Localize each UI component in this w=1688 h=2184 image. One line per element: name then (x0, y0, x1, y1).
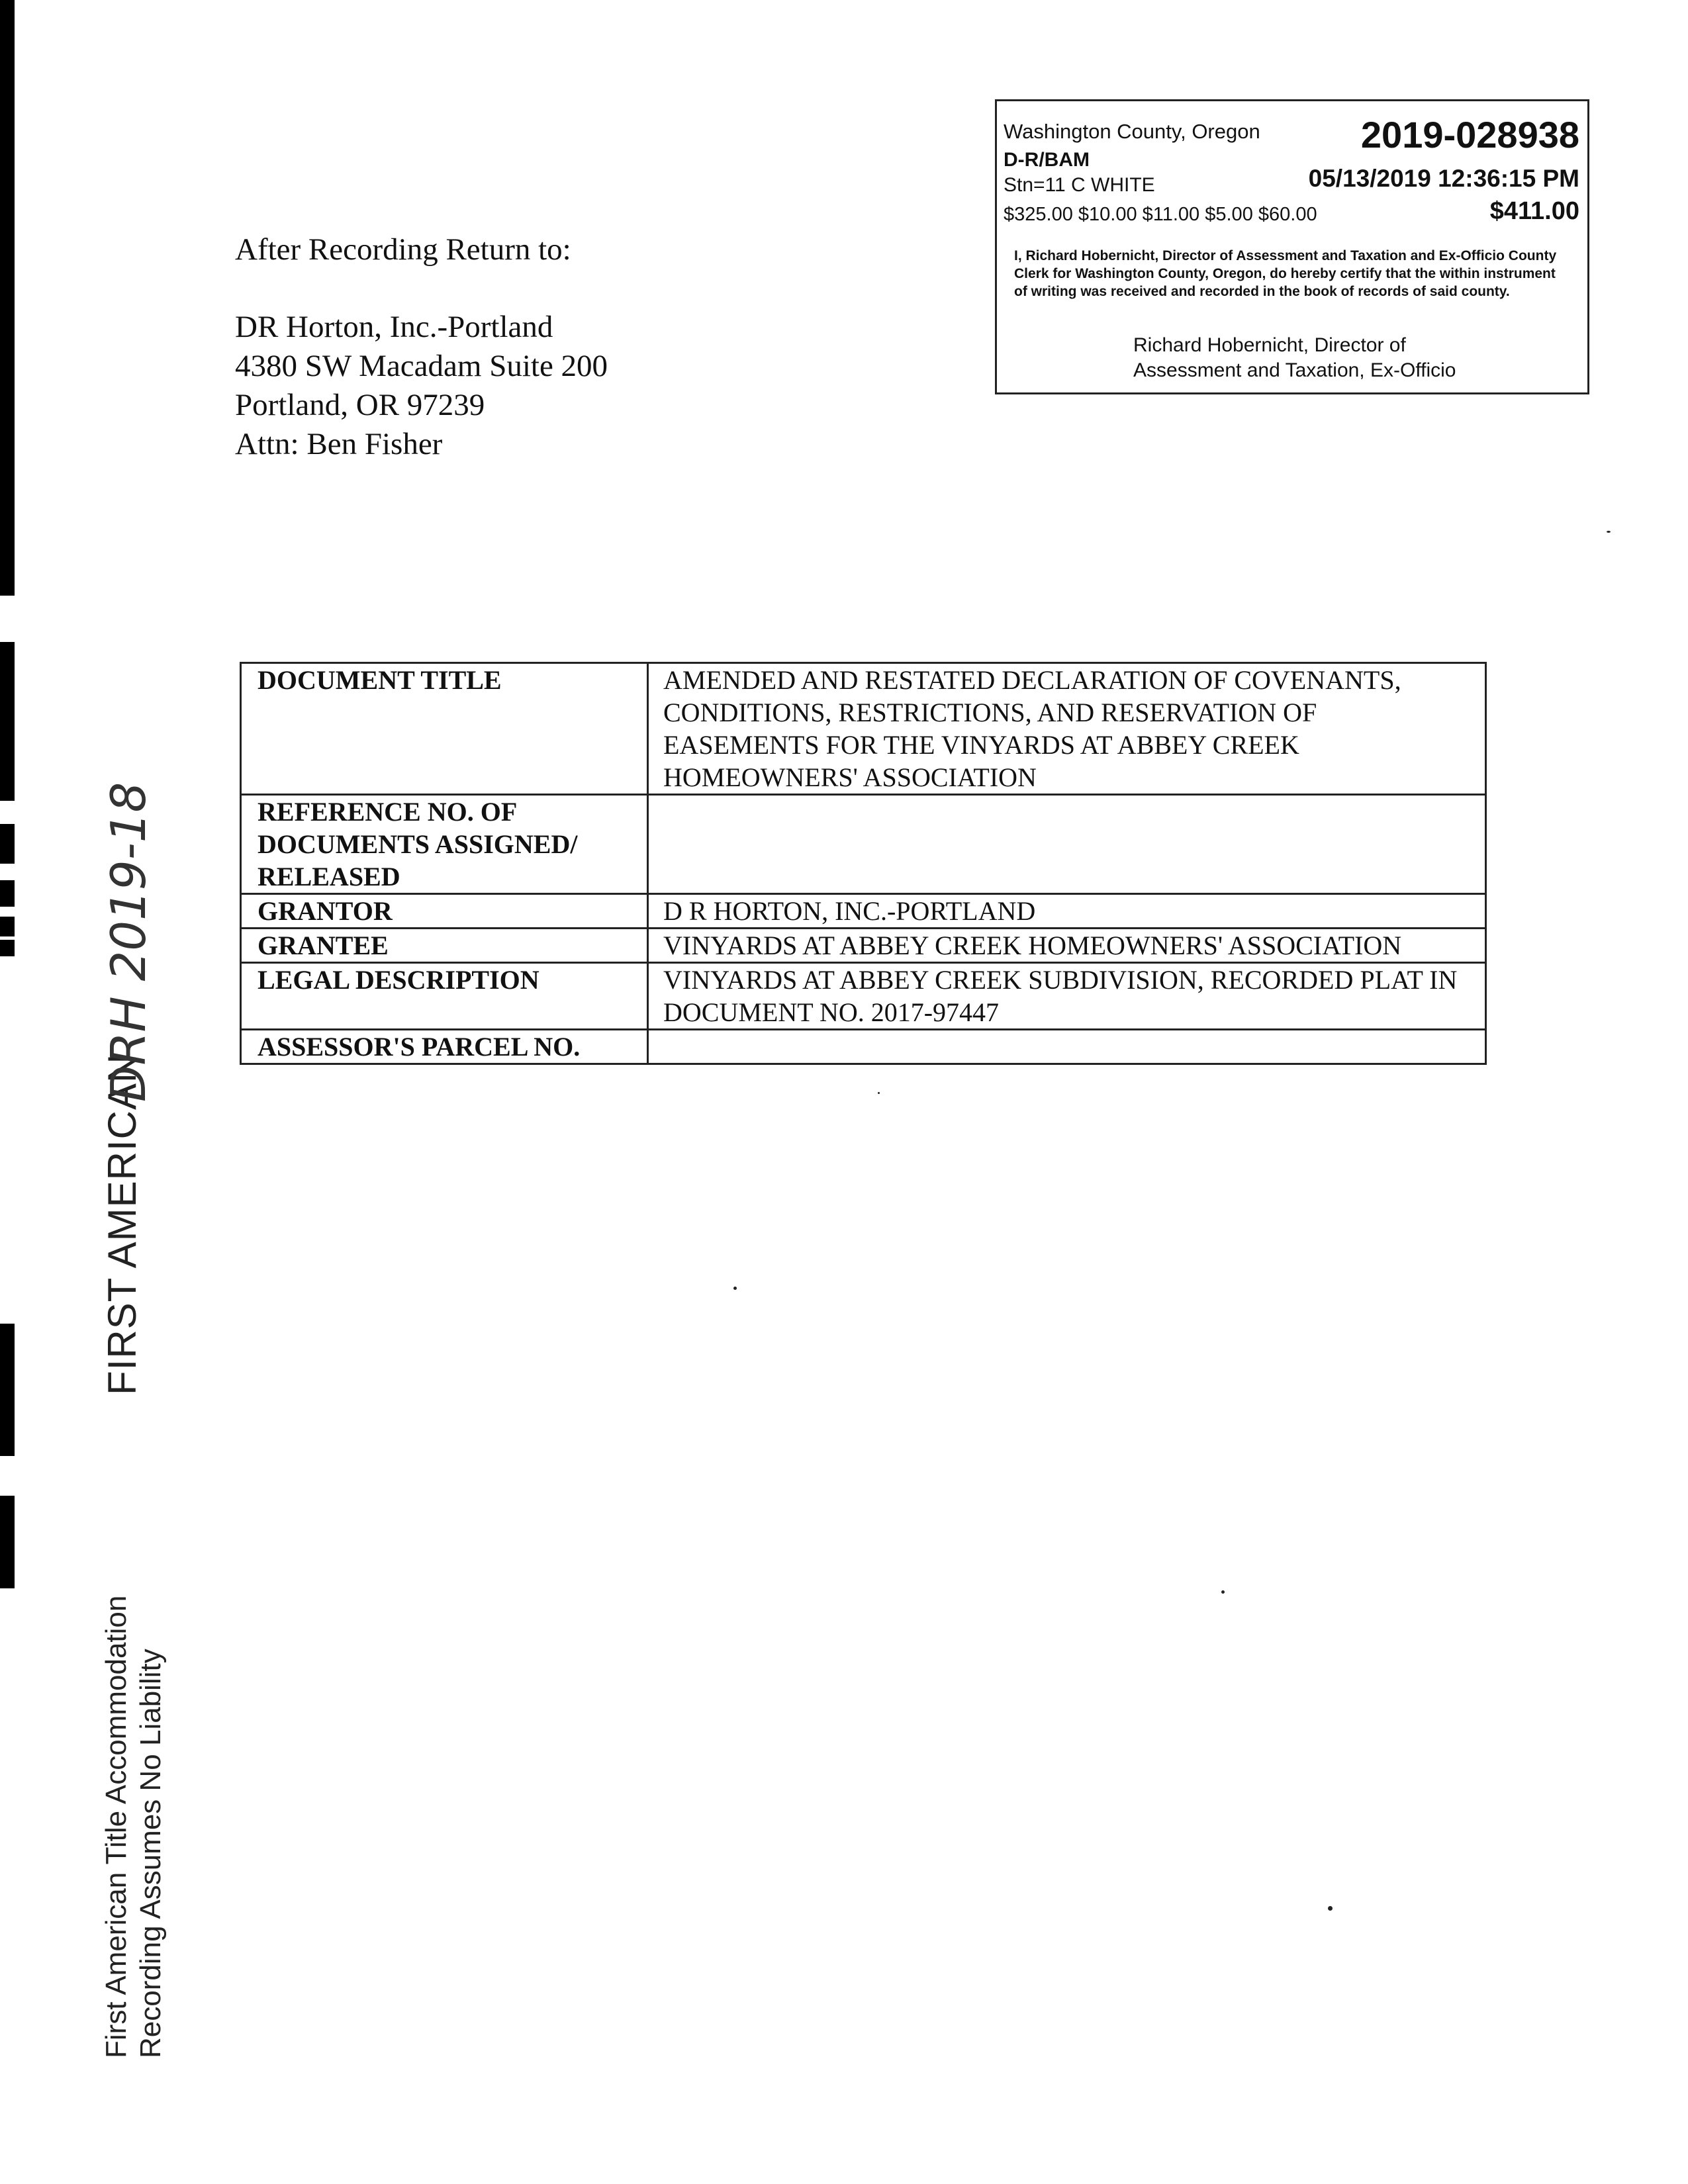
stamp-code: D-R/BAM (1004, 149, 1090, 171)
table-row (241, 894, 1486, 929)
return-street: 4380 SW Macadam Suite 200 (235, 349, 608, 383)
recording-stamp (995, 99, 1589, 394)
scan-edge-mark (0, 0, 15, 596)
scan-speck (878, 1092, 880, 1094)
handwritten-note: DRH 2019-18 (101, 782, 156, 1102)
scan-speck (1607, 531, 1611, 533)
scan-edge-mark (0, 824, 15, 864)
stamp-station: Stn=11 C WHITE (1004, 174, 1155, 196)
row-label: LEGAL DESCRIPTION (241, 963, 648, 1030)
row-label: REFERENCE NO. OF DOCUMENTS ASSIGNED/ RELEASED (241, 795, 648, 894)
stamp-signature (1133, 333, 1557, 383)
row-label: GRANTOR (241, 894, 648, 929)
stamp-county: Washington County, Oregon (1004, 120, 1260, 143)
row-value: AMENDED AND RESTATED DECLARATION OF COVENANTS, CONDITIONS, RESTRICTIONS, AND RESERVATION OF EASEMENTS FOR THE VINYARDS AT ABBEY CREEK HOMEOWNERS' ASSOCIATION (648, 663, 1486, 795)
scan-edge-mark (0, 917, 15, 936)
cover-sheet-table (240, 662, 1487, 1065)
first-american-stamp: FIRST AMERICAN (100, 1053, 144, 1395)
scan-speck (1221, 1590, 1225, 1594)
row-label: ASSESSOR'S PARCEL NO. (241, 1030, 648, 1064)
table-row (241, 929, 1486, 963)
row-value (648, 795, 1486, 894)
table-row (241, 963, 1486, 1030)
stamp-signature-line1: Richard Hobernicht, Director of (1133, 334, 1406, 356)
return-name: DR Horton, Inc.-Portland (235, 310, 553, 344)
stamp-signature-line2: Assessment and Taxation, Ex-Officio (1133, 359, 1456, 381)
return-heading: After Recording Return to: (235, 232, 571, 267)
stamp-recorded-datetime: 05/13/2019 12:36:15 PM (1308, 165, 1579, 192)
row-label: DOCUMENT TITLE (241, 663, 648, 795)
scan-edge-mark (0, 880, 15, 907)
stamp-fees: $325.00 $10.00 $11.00 $5.00 $60.00 (1004, 204, 1317, 225)
scan-edge-mark (0, 940, 15, 956)
row-value: D R HORTON, INC.-PORTLAND (648, 894, 1486, 929)
accommodation-disclaimer: First American Title Accommodation Recording Assumes No Liability (100, 1595, 167, 2058)
scan-speck (1328, 1906, 1333, 1911)
stamp-certification: I, Richard Hobernicht, Director of Assessment and Taxation and Ex-Officio County Clerk for Washington County, Oregon, do hereby certify that the within instrument of writing was received and recorded in the book of records of said county. (1014, 248, 1557, 299)
return-attn: Attn: Ben Fisher (235, 427, 443, 461)
return-address (235, 230, 608, 464)
return-city: Portland, OR 97239 (235, 388, 485, 422)
row-value: VINYARDS AT ABBEY CREEK HOMEOWNERS' ASSOCIATION (648, 929, 1486, 963)
row-value (648, 1030, 1486, 1064)
row-label: GRANTEE (241, 929, 648, 963)
scan-edge-mark (0, 1324, 15, 1456)
table-row (241, 663, 1486, 795)
row-value: VINYARDS AT ABBEY CREEK SUBDIVISION, RECORDED PLAT IN DOCUMENT NO. 2017-97447 (648, 963, 1486, 1030)
stamp-total: $411.00 (1489, 197, 1579, 225)
scan-edge-mark (0, 1496, 15, 1588)
stamp-document-number: 2019-028938 (1360, 114, 1579, 156)
scan-speck (733, 1287, 737, 1290)
table-row (241, 795, 1486, 894)
scan-edge-mark (0, 642, 15, 801)
table-row (241, 1030, 1486, 1064)
